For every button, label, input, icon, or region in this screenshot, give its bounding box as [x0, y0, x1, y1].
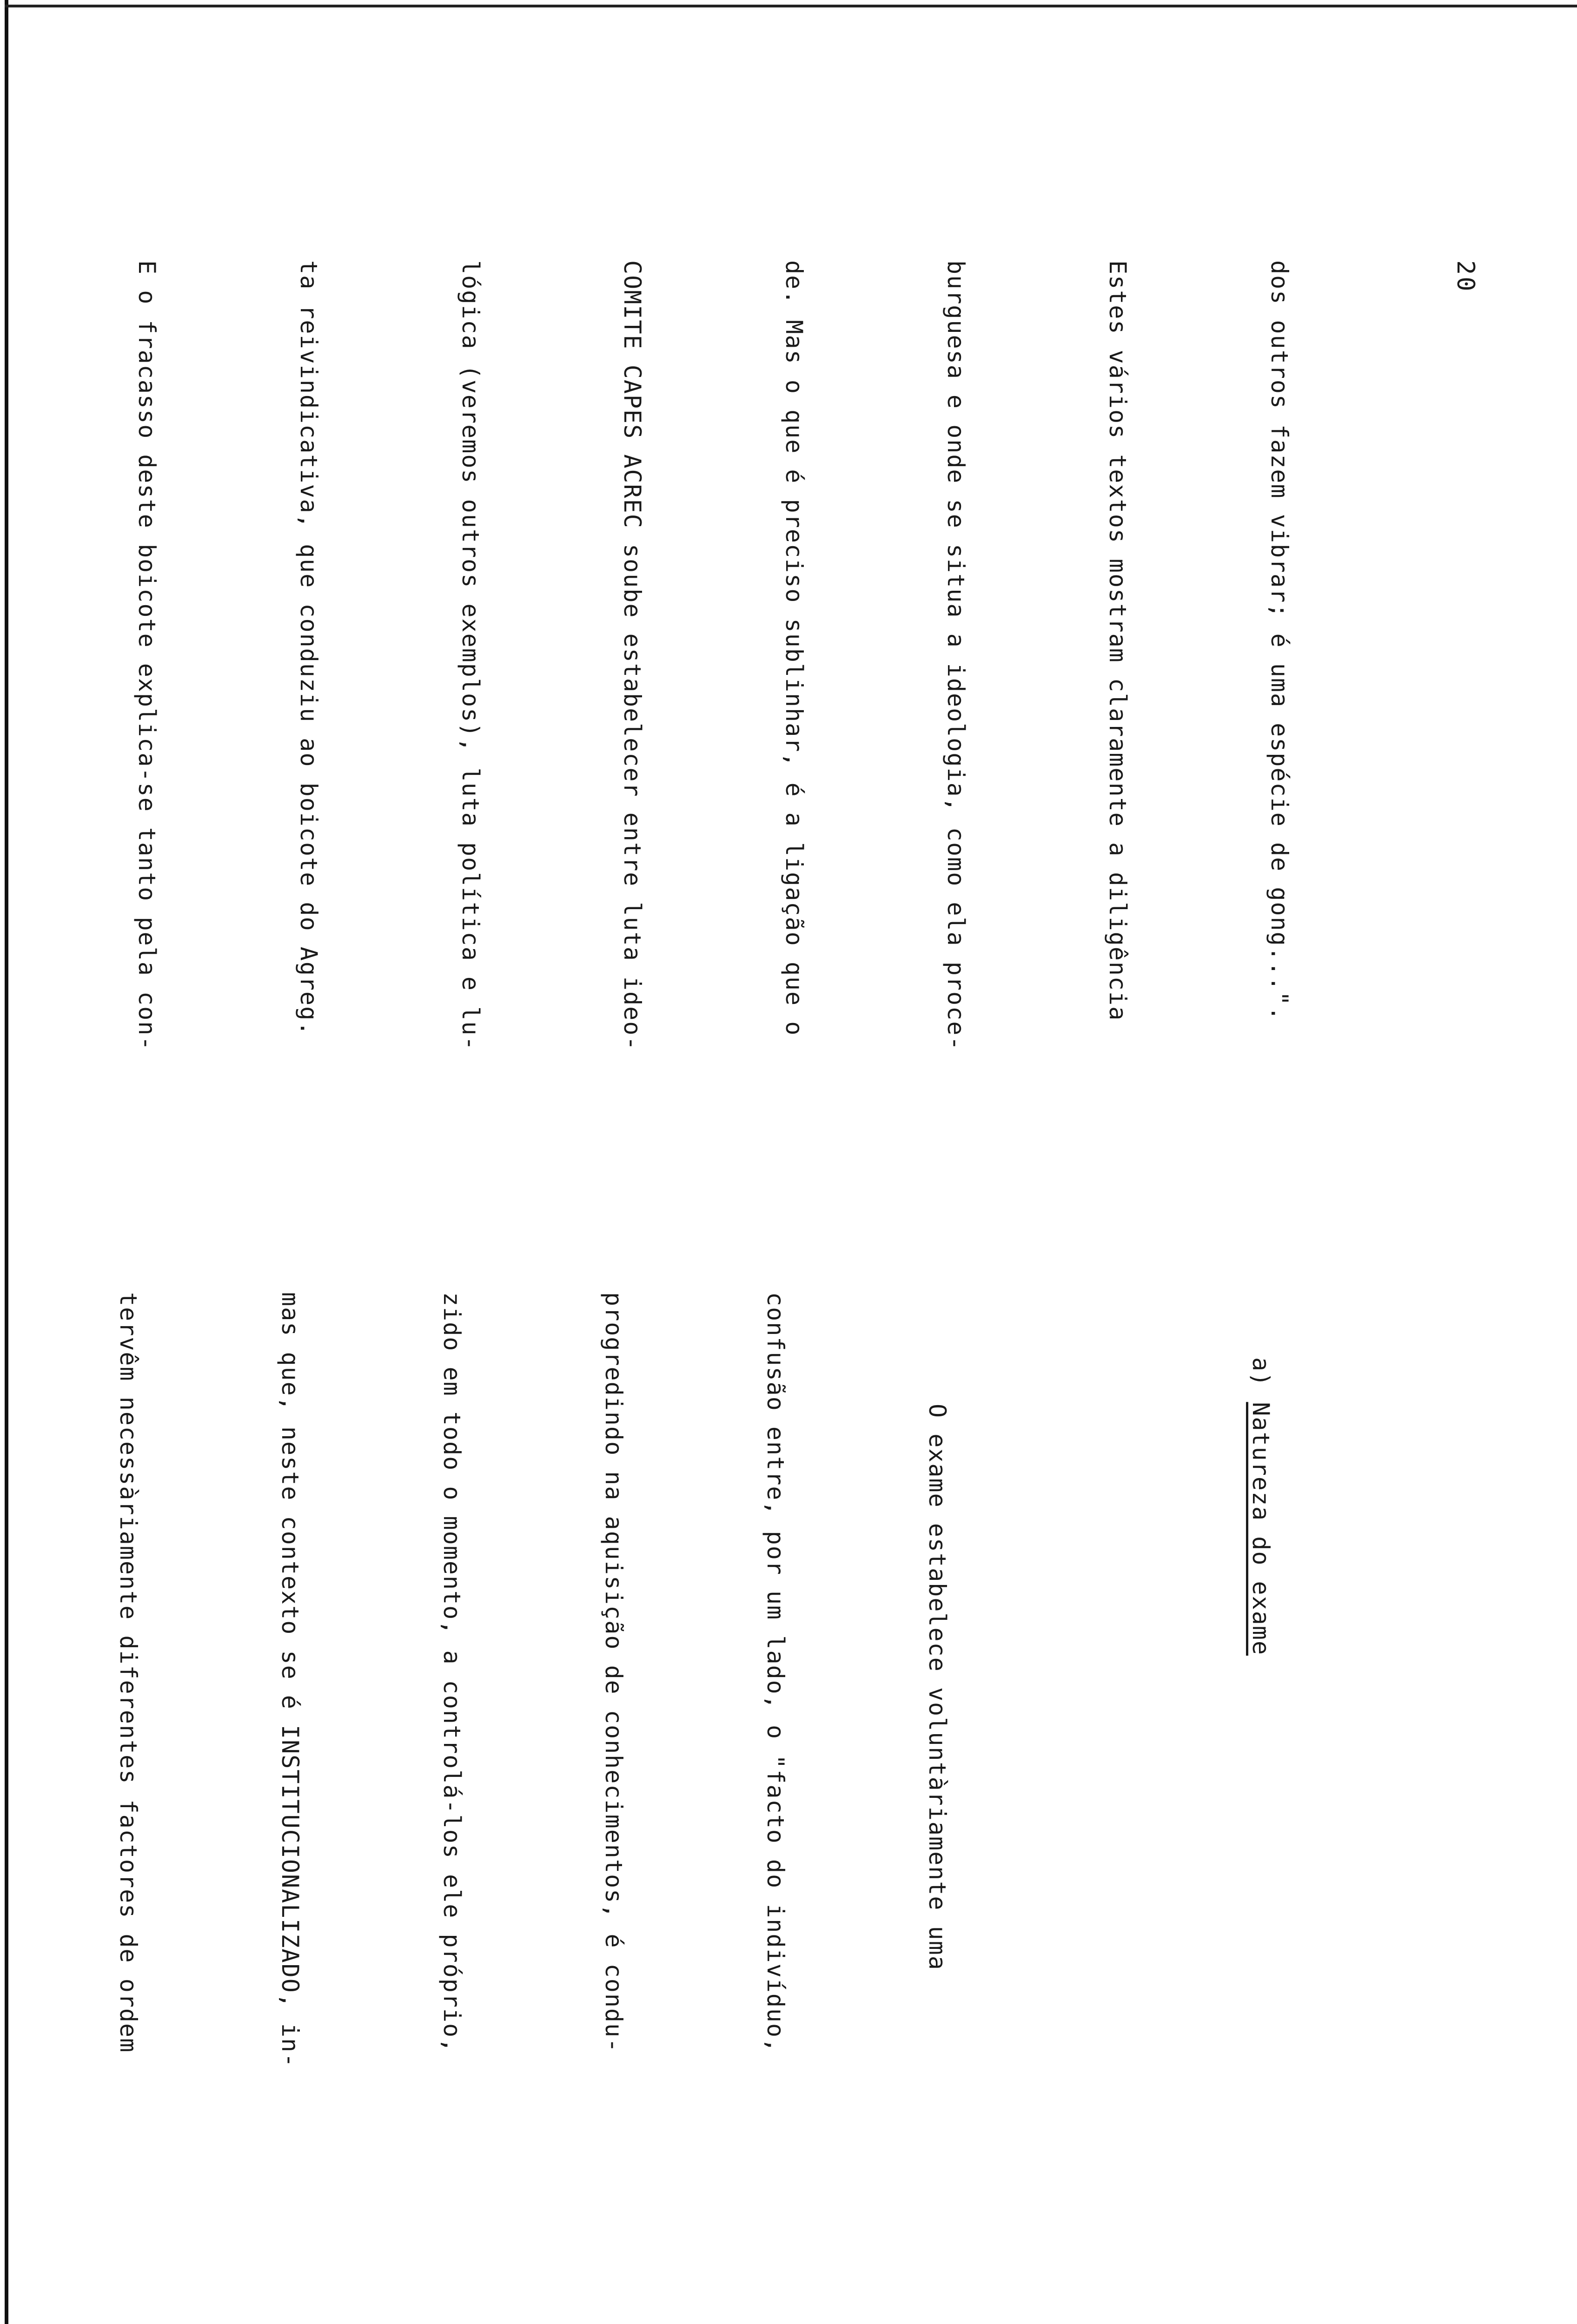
text-line: Estes vários textos mostram claramente a diligência [1104, 260, 1131, 1022]
text-line: E o fracasso deste boicote explica-se tanto pela con- [133, 260, 160, 1051]
page-number-left: 20 [1451, 260, 1479, 293]
text-line: de. Mas o que é preciso sublinhar, é a ligação que o [781, 260, 808, 1037]
text-line: ta reivindicativa, que conduziu ao boicote do Agreg. [295, 260, 322, 1037]
text-line: zido em todo o momento, a controlá-los ele próprio, [438, 1292, 465, 2053]
text-line: lógica (veremos outros exemplos), luta política e lu- [457, 260, 484, 1051]
text-line: COMITE CAPES ACREC soube estabelecer entre luta ideo- [619, 260, 646, 1051]
subsection-title: Natureza do exame [1247, 1402, 1274, 1656]
text-line: confusão entre, por um lado, o "facto do indivíduo, [762, 1292, 789, 2053]
left-column [0, 260, 1414, 1283]
subsection-heading [1234, 1292, 1288, 2324]
text-line: tervêm necessàriamente diferentes factores de ordem [115, 1292, 142, 2053]
subsection-prefix: a) [1247, 1357, 1274, 1387]
right-column [0, 1292, 1396, 2324]
text-line: dos outros fazem vibrar; é uma espécie de gong...". [1266, 260, 1293, 1022]
text-line: progredindo na aquisição de conhecimentos, é condu- [600, 1292, 627, 2053]
text-line: O exame estabelece voluntàriamente uma [924, 1404, 951, 1971]
text-line [0, 260, 12, 1283]
text-line: mas que, neste contexto se é INSTITUCIONALIZADO, in- [277, 1292, 304, 2068]
text-line: burguesa e onde se situa a ideologia, como ela proce- [942, 260, 969, 1051]
